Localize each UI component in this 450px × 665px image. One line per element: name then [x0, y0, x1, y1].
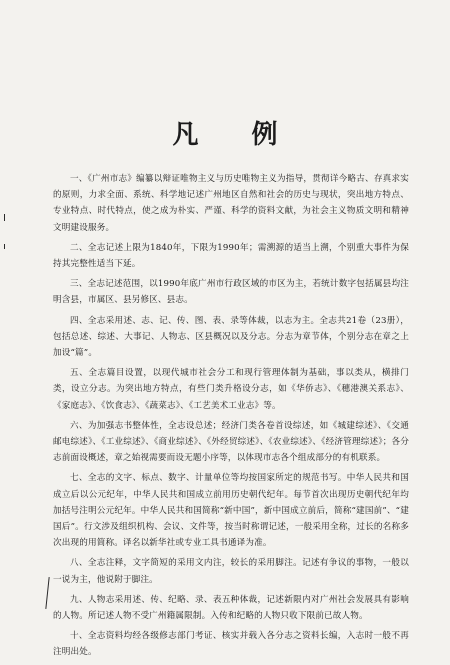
- paragraph-10: 十、全志资料均经各级修志部门考证、核实并载入各分志之资料长编，入志时一般不再注明出处。: [53, 631, 409, 658]
- scan-speck: [4, 244, 5, 249]
- paragraph-5: 五、全志篇目设置，以现代城市社会分工和现行管理体制为基础，事以类从，横排门类，设立分志。为突出地方特点，有些门类升格设分志，如《华侨志》、《穗港澳关系志》、《家庭志》、《饮食志》、《蔬菜志》、《工艺美术工业志》等。: [53, 368, 409, 411]
- paragraph-3: 三、全志记述范围，以1990年底广州市行政区域的市区为主，若统计数字包括属县均注明含县，市属区、县另修区、县志。: [53, 279, 409, 306]
- paragraph-9: 九、人物志采用述、传、纪略、录、表五种体裁，记述新限内对广州社会发展具有影响的人物。所记述人物不受广州籍属限制。入传和纪略的人物只收下限前已故人物。: [53, 594, 409, 622]
- page-title: 凡 例: [172, 120, 300, 150]
- document-body: [53, 171, 409, 665]
- scan-speck: [4, 214, 5, 221]
- paragraph-4: 四、全志采用述、志、记、传、图、表、录等体裁，以志为主。全志共21卷（23册），包括总述、综述、大事记、人物志、区县概况以及分志。分志为章节体，个别分志在章之上加设“篇”。: [53, 315, 409, 359]
- scan-pencil-mark: [45, 577, 49, 609]
- paragraph-1: 一、《广州市志》编纂以辩证唯物主义与历史唯物主义为指导，贯彻详今略古、存真求实的原则，力求全面、系统、科学地记述广州地区自然和社会的历史与现状，突出地方特点、专业特点、时代特点，使之成为朴实、严谨、科学的资料文献，为社会主义物质文明和精神文明建设服务。: [53, 174, 409, 233]
- paragraph-2: 二、全志记述上限为1840年，下限为1990年；需溯源的适当上溯，个别重大事件为保持其完整性适当下延。: [53, 242, 409, 270]
- paragraph-8: 八、全志注释，文字简短的采用文内注，较长的采用脚注。记述有争议的事物，一般以一说为主，他说附于脚注。: [53, 558, 409, 585]
- paragraph-6: 六、为加强志书整体性，全志设总述；经济门类各卷首设综述，如《城建综述》、《交通邮电综述》、《工业综述》、《商业综述》、《外经贸综述》、《农业综述》、《经济管理综述》；各分志前面设概述，章之始视需要而设无题小序等，以体现市志各个组成部分的有机联系。: [53, 420, 409, 464]
- paragraph-7: 七、全志的文字、标点、数字、计量单位等均按国家所定的规范书写。中华人民共和国成立后以公元纪年，中华人民共和国成立前用历史朝代纪年。每节首次出现历史朝代纪年均加括号注明公元纪年。中华人民共和国简称“新中国”，新中国成立前后，简称“建国前”、“建国后”。行文涉及组织机构、会议、文件等，按当时称谓记述，一般采用全称，过长的名称多次出现的用简称。译名以新华社或专业工具书通译为准。: [53, 473, 409, 549]
